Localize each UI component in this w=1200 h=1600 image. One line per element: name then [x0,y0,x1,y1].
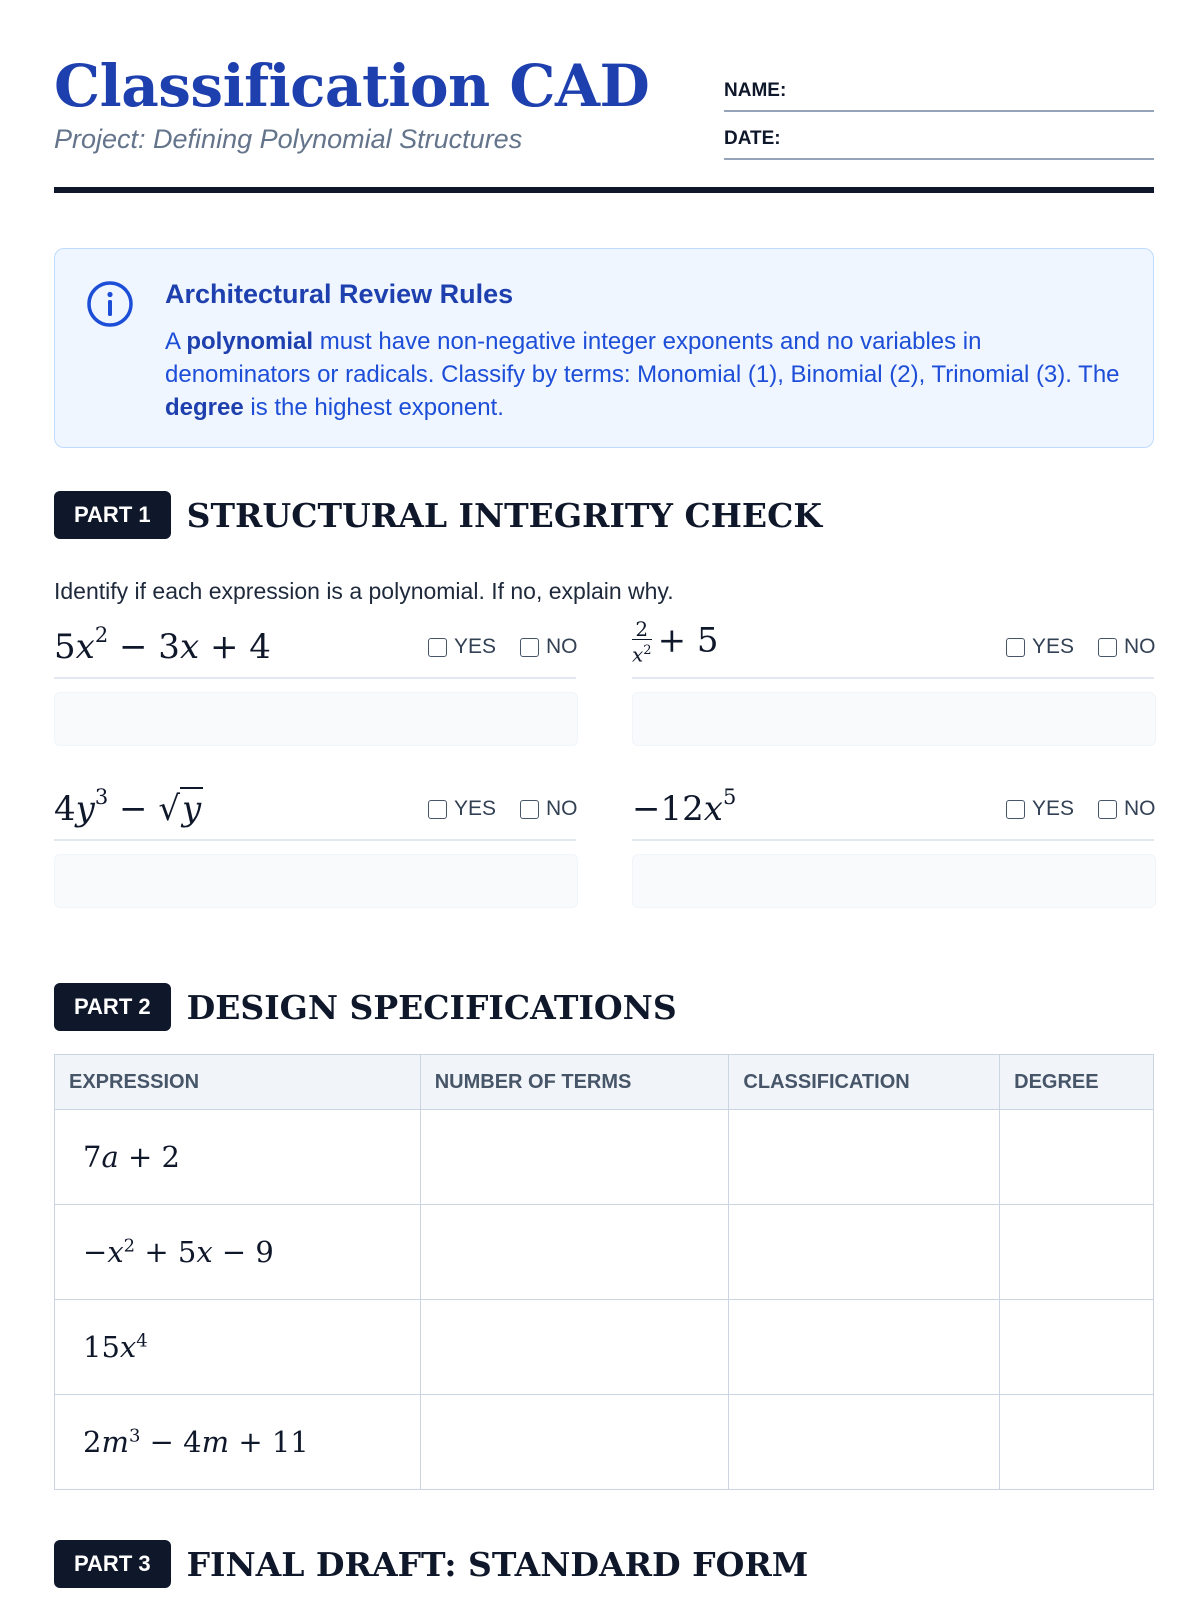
table-header-row [55,1055,1154,1110]
expression: $4y^3 - √y$ [54,785,202,829]
page-title: Classification CAD [54,52,650,120]
no-checkbox[interactable]: NO [1098,797,1156,821]
degree-cell[interactable] [1000,1110,1154,1205]
date-label: DATE: [724,128,781,149]
classification-cell[interactable] [729,1205,1000,1300]
part2-title: DESIGN SPECIFICATIONS [186,987,677,1027]
yes-checkbox[interactable]: YES [428,797,496,821]
checkbox-icon [428,800,447,819]
expression: $-12x^5$ [632,785,737,829]
checkbox-icon [1006,800,1025,819]
degree-cell[interactable] [1000,1205,1154,1300]
table-row [55,1300,1154,1395]
rules-callout [54,248,1154,448]
part3-title: FINAL DRAFT: STANDARD FORM [186,1544,809,1584]
part3-badge: PART 3 [54,1540,171,1588]
checkbox-icon [520,638,539,657]
part2-badge: PART 2 [54,983,171,1031]
yes-checkbox[interactable]: YES [1006,635,1074,659]
expression-cell: $2m^3 - 4m + 11$ [55,1395,421,1490]
yes-checkbox[interactable]: YES [428,635,496,659]
terms-cell[interactable] [420,1300,729,1395]
rules-title: Architectural Review Rules [165,279,514,309]
column-header: NUMBER OF TERMS [420,1055,729,1110]
date-field[interactable] [724,120,1154,160]
degree-cell[interactable] [1000,1300,1154,1395]
table-row [55,1110,1154,1205]
checkbox-icon [428,638,447,657]
polynomial-term: polynomial [186,328,314,355]
expression-cell: 7a + 2 [55,1110,421,1205]
table-row [55,1395,1154,1490]
explanation-field[interactable] [54,854,578,908]
no-checkbox[interactable]: NO [1098,635,1156,659]
specifications-table [54,1054,1154,1490]
classification-cell[interactable] [729,1110,1000,1205]
classification-cell[interactable] [729,1395,1000,1490]
part1-badge: PART 1 [54,491,171,539]
info-icon [85,279,135,329]
part2-header [54,983,677,1031]
checkbox-icon [1098,638,1117,657]
name-label: NAME: [724,80,787,101]
no-checkbox[interactable]: NO [520,797,578,821]
checkbox-icon [1098,800,1117,819]
name-field[interactable] [724,72,1154,112]
yes-checkbox[interactable]: YES [1006,797,1074,821]
terms-cell[interactable] [420,1205,729,1300]
page-subtitle: Project: Defining Polynomial Structures [54,124,523,154]
explanation-field[interactable] [632,692,1156,746]
expression: $\frac{2}{x^2}$ + 5 [632,617,719,667]
column-header: EXPRESSION [55,1055,421,1110]
expression-cell: $15x^4$ [55,1300,421,1395]
column-header: CLASSIFICATION [729,1055,1000,1110]
rules-text: A polynomial must have non-negative integer exponents and no variables in denominators or radicals. Classify by terms: Monomial (1), Binomial (2), Trinomial (3). The degree is the highest exponent. [165,328,1120,421]
degree-term: degree [165,394,244,421]
terms-cell[interactable] [420,1395,729,1490]
part1-title: STRUCTURAL INTEGRITY CHECK [186,495,823,535]
checkbox-icon [520,800,539,819]
explanation-field[interactable] [632,854,1156,908]
terms-cell[interactable] [420,1110,729,1205]
expression: $5x^2 - 3x + 4$ [54,623,271,667]
column-header: DEGREE [1000,1055,1154,1110]
header-divider [54,187,1154,193]
part1-header [54,491,822,539]
expression-cell: $-x^2 + 5x - 9$ [55,1205,421,1300]
classification-cell[interactable] [729,1300,1000,1395]
table-row [55,1205,1154,1300]
explanation-field[interactable] [54,692,578,746]
no-checkbox[interactable]: NO [520,635,578,659]
part3-header [54,1540,808,1588]
degree-cell[interactable] [1000,1395,1154,1490]
checkbox-icon [1006,638,1025,657]
part1-instructions: Identify if each expression is a polynomial. If no, explain why. [54,578,674,604]
